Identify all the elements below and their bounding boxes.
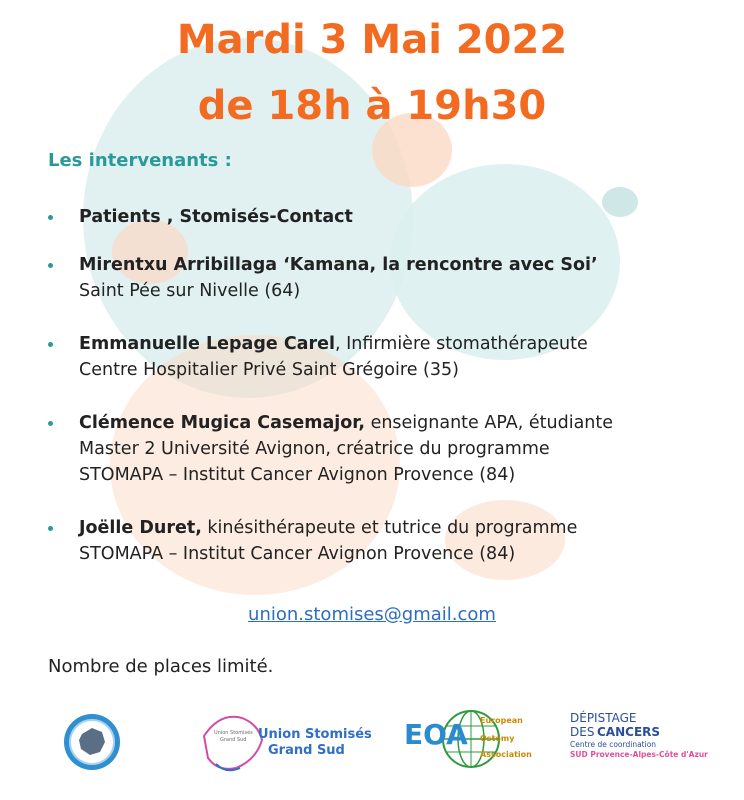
union-logo-subtitle: Grand Sud (268, 743, 345, 758)
bullet-dot (48, 526, 53, 531)
speaker-detail: Master 2 Université Avignon, créatrice du programme (79, 439, 550, 459)
speaker-detail: Saint Pée sur Nivelle (64) (79, 281, 301, 301)
speakers-heading: Les intervenants : (48, 150, 232, 171)
event-date: Mardi 3 Mai 2022 (176, 17, 568, 63)
eoa-word-european: European (480, 716, 523, 725)
speaker-detail: STOMAPA – Institut Cancer Avignon Provence (84) (79, 544, 516, 564)
speaker-item (48, 410, 708, 488)
speaker-item (48, 515, 708, 567)
union-logo-small-text: Union Stomisés (214, 730, 253, 736)
bullet-dot (48, 421, 53, 426)
places-limited-note: Nombre de places limité. (48, 656, 274, 677)
union-logo-small-text-2: Grand Sud (220, 737, 247, 743)
speaker-name: Emmanuelle Lepage Carel (79, 334, 335, 354)
speakers-list (48, 204, 708, 567)
speaker-name: Joëlle Duret, (79, 518, 202, 538)
speaker-role: enseignante APA, étudiante (365, 413, 614, 433)
contact-email-link[interactable]: union.stomises@gmail.com (248, 604, 496, 625)
speaker-detail: Centre Hospitalier Privé Saint Grégoire (35) (79, 360, 459, 380)
bullet-dot (48, 215, 53, 220)
speaker-item (48, 252, 708, 304)
speaker-item (48, 331, 708, 383)
speaker-role: kinésithérapeute et tutrice du programme (201, 518, 578, 538)
speaker-detail: STOMAPA – Institut Cancer Avignon Provence (84) (79, 465, 516, 485)
eoa-word-ostomy: Ostomy (480, 734, 515, 743)
depistage-logo-cancers: CANCERS (597, 725, 661, 739)
france-map-logo (62, 712, 122, 772)
depistage-logo-centre: Centre de coordination (570, 740, 657, 749)
speaker-name: Mirentxu Arribillaga ‘Kamana, la rencontre avec Soi’ (79, 255, 598, 275)
union-logo-title: Union Stomisés (258, 727, 372, 742)
depistage-logo-region: SUD Provence-Alpes-Côte d'Azur (570, 750, 708, 759)
speaker-name: Clémence Mugica Casemajor, (79, 413, 365, 433)
event-time: de 18h à 19h30 (197, 83, 547, 129)
depistage-logo-title: DÉPISTAGE (570, 711, 637, 725)
speaker-role: , Infirmière stomathérapeute (334, 334, 588, 354)
speaker-name: Patients , Stomisés-Contact (79, 207, 353, 227)
speaker-item (48, 204, 708, 230)
bullet-dot (48, 263, 53, 268)
eoa-word-association: Association (480, 750, 532, 759)
bullet-dot (48, 342, 53, 347)
eoa-abbreviation: EOA (404, 718, 468, 751)
depistage-logo-des: DES (570, 725, 595, 739)
